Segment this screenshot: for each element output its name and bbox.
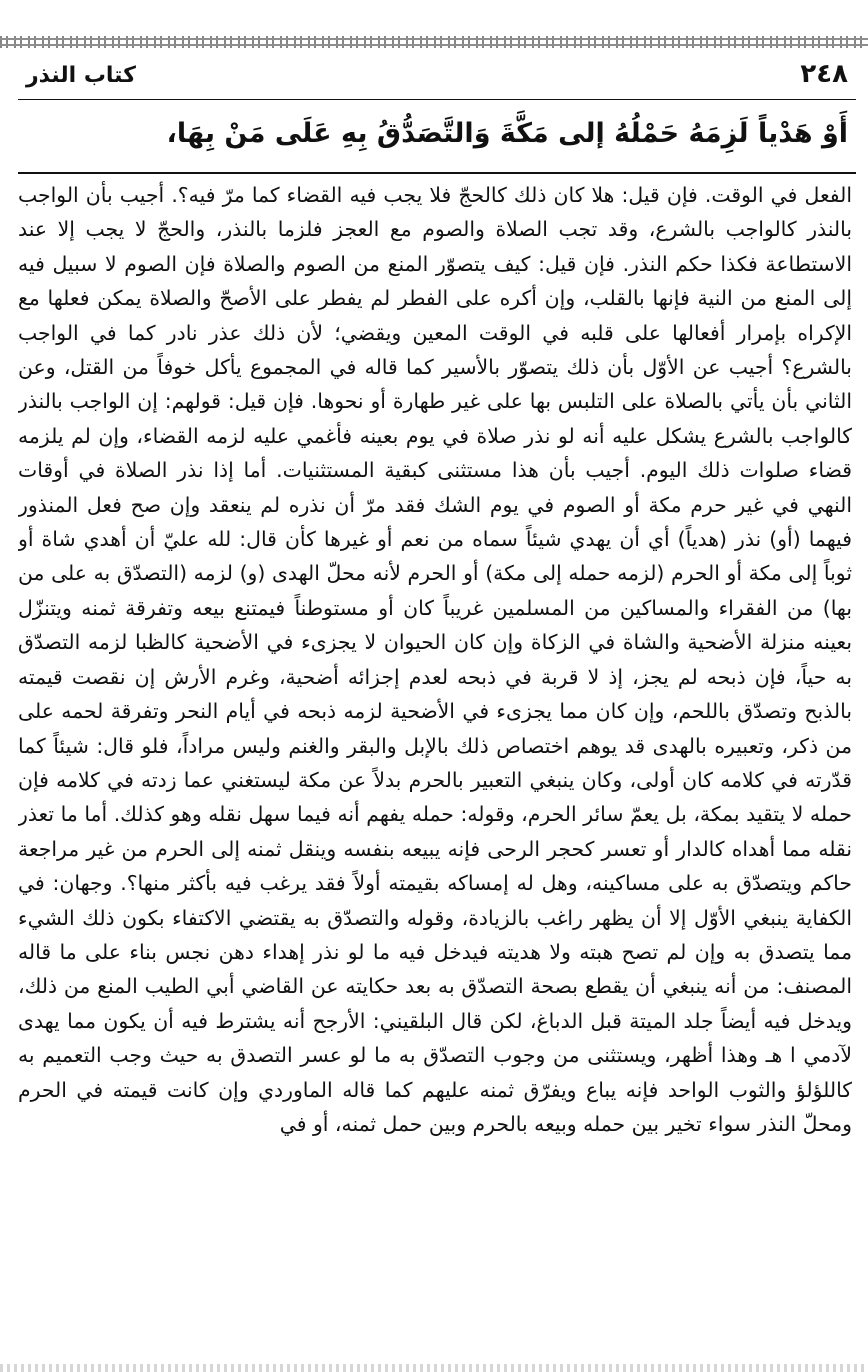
- commentary-text: الفعل في الوقت. فإن قيل: هلا كان ذلك كالحجّ فلا يجب فيه القضاء كما مرّ فيه؟. أجيب بأن الواجب بالنذر كالواجب بالشرع، وقد تجب الصلاة والصوم مع العجز فلزما بالنذر، والحجّ لا يجب إلا عند الاستطاعة فكذا حكم النذر. فإن قيل: كيف يتصوّر المنع من الصوم والصلاة فإن الصوم لا سبيل فيه إلى المنع من النية فإنها بالقلب، وإن أكره على الفطر لم يفطر على الأصحّ والصلاة يمكن فعلها مع الإكراه بإمرار أفعالها على قلبه في الوقت المعين ويقضي؛ لأن ذلك عذر نادر كما في الواجب بالشرع؟ أجيب عن الأوّل بأن ذلك يتصوّر بالأسير كما قاله في المجموع يأكل خوفاً من القتل، وعن الثاني بأن يأتي بالصلاة على التلبس بها على غير طهارة أو نحوها. فإن قيل: قولهم: إن الواجب بالنذر كالواجب بالشرع يشكل عليه أنه لو نذر صلاة في يوم بعينه فأغمي عليه لزمه القضاء، وإن لم يلزمه قضاء صلوات ذلك اليوم. أجيب بأن هذا مستثنى كبقية المستثنيات. أما إذا نذر الصلاة في أوقات النهي في غير حرم مكة أو الصوم في يوم الشك فقد مرّ أن نذره لم ينعقد وإن صح فعل المنذور فيهما (أو) نذر (هدياً) أي أن يهدي شيئاً سماه من نعم أو غيرها كأن قال: لله عليّ أن أهدي شاة أو ثوباً إلى مكة أو الحرم (لزمه حمله إلى مكة) أو الحرم لأنه محلّ الهدى (و) لزمه (التصدّق به على من بها) من الفقراء والمساكين من المسلمين غريباً كان أو مستوطناً فيمتنع بيعه وتفرقة ثمنه ويتنزّل بعينه منزلة الأضحية والشاة في الزكاة وإن كان الحيوان لا يجزىء في الأضحية كالظبا لزمه التصدّق به حياً، فإن ذبحه لم يجز، إذ لا قربة في ذبحه لعدم إجزائه أضحية، وغرم الأرش إن نقصت قيمته بالذبح وتصدّق باللحم، وإن كان مما يجزىء في الأضحية لزمه ذبحه في أيام النحر وتفرقة لحمه على من ذكر، وتعبيره بالهدى قد يوهم اختصاص ذلك بالإبل والبقر والغنم وليس مراداً، فلو قال: شيئاً كما قدّرته في كلامه كان أولى، وكان ينبغي التعبير بالحرم بدلاً عن مكة ليستغني عما زدته في كلامه فإن حمله لا يتقيد بمكة، بل يعمّ سائر الحرم، وقوله: حمله يفهم أنه فيما سهل نقله وهو كذلك. أما ما تعذر نقله مما أهداه كالدار أو تعسر كحجر الرحى فإنه يبيعه بنفسه وينقل ثمنه إلى الحرم من غير مراجعة حاكم ويتصدّق به على مساكينه، وهل له إمساكه بقيمته أولاً فقد يرغب فيه بأكثر منها؟. وجهان: في الكفاية ينبغي الأوّل إلا أن يظهر راغب بالزيادة، وقوله والتصدّق به يقتضي الاكتفاء بكون ذلك الشيء مما يتصدق به وإن لم تصح هبته ولا هديته فيدخل فيه ما لو نذر إهداء دهن نجس بناء على ما قاله المصنف: من أنه ينبغي أن يقطع بصحة التصدّق به بعد حكايته عن القاضي أبي الطيب المنع من ذلك، ويدخل فيه أيضاً جلد الميتة قبل الدباغ، لكن قال البلقيني: الأرجح أنه يشترط فيه أن يكون مما يهدى لآدمي ا هـ وهذا أظهر، ويستثنى من وجوب التصدّق به ما لو عسر التصدق به حيث وجب التعميم به كاللؤلؤ والثوب الواحد فإنه يباع ويفرّق ثمنه عليهم كما قاله الماوردي وإن كانت قيمته في الحرم ومحلّ النذر سواء تخير بين حمله وبيعه بالحرم وبين حمل ثمنه، أو في: [18, 183, 852, 1136]
- decorative-top-border: [0, 36, 868, 48]
- book-page: [0, 48, 868, 1372]
- decorative-bottom-border: [0, 1364, 868, 1372]
- page-header: [18, 48, 856, 100]
- matn-verse: أَوْ هَدْياً لَزِمَهُ حَمْلُهُ إلى مَكَّةَ وَالتَّصَدُّقُ بِهِ عَلَى مَنْ بِهَا،: [166, 118, 848, 149]
- book-title: كتاب النذر: [26, 63, 136, 88]
- page-number: ٢٤٨: [800, 59, 848, 89]
- verse-divider: [18, 172, 856, 174]
